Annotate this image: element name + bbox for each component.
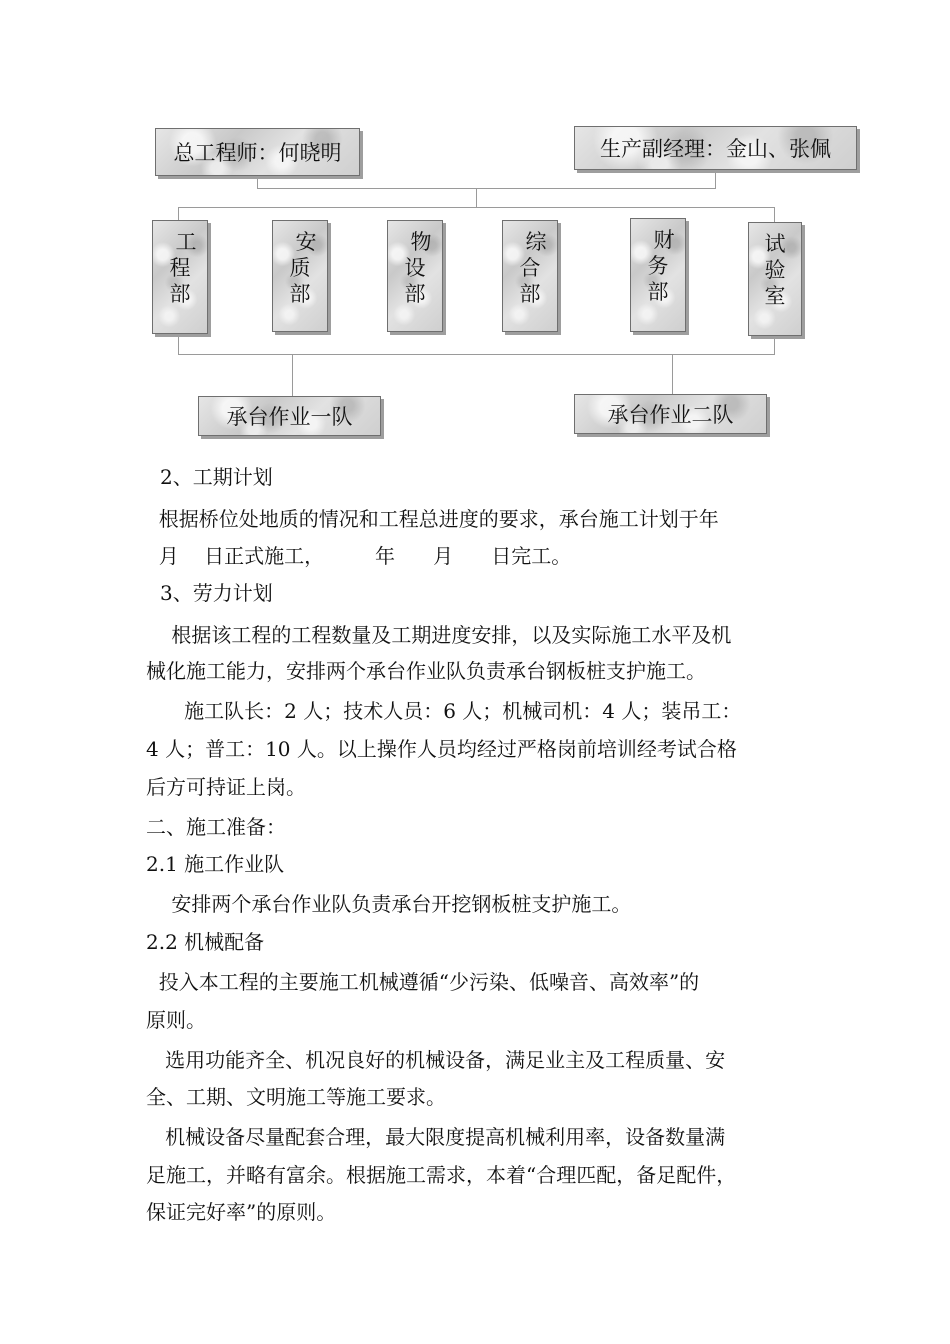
department-char: 综 bbox=[525, 230, 547, 254]
department-char: 部 bbox=[404, 282, 426, 306]
paragraph-line: 根据该工程的工程数量及工期进度安排，以及实际施工水平及机 bbox=[146, 623, 732, 647]
department-char: 务 bbox=[647, 254, 669, 278]
deputy-manager-label: 生产副经理：金山、张佩 bbox=[600, 137, 831, 161]
paragraph-line: 安排两个承台作业队负责承台开挖钢板桩支护施工。 bbox=[146, 892, 632, 916]
paragraph-line: 足施工，并略有富余。根据施工需求，本着“合理匹配，备足配件， bbox=[146, 1163, 737, 1187]
department-general-affairs bbox=[502, 220, 558, 332]
heading-preparation: 二、施工准备： bbox=[146, 815, 286, 839]
department-char: 质 bbox=[289, 256, 311, 280]
team-two-label: 承台作业二队 bbox=[607, 403, 734, 427]
connector-line bbox=[178, 207, 775, 208]
paragraph-line: 投入本工程的主要施工机械遵循“少污染、低噪音、高效率”的 bbox=[146, 970, 700, 994]
department-char: 验 bbox=[764, 258, 786, 282]
paragraph-line: 月 日正式施工， 年 月 日完工。 bbox=[146, 544, 572, 568]
paragraph-line: 4 人；普工：10 人。以上操作人员均经过严格岗前培训经考试合格 bbox=[146, 737, 737, 761]
department-char: 部 bbox=[289, 282, 311, 306]
paragraph-line: 根据桥位处地质的情况和工程总进度的要求，承台施工计划于年 bbox=[146, 507, 719, 531]
department-char: 安 bbox=[295, 230, 317, 254]
heading-schedule: 2、工期计划 bbox=[160, 465, 273, 489]
department-engineering bbox=[152, 220, 208, 334]
connector-line bbox=[257, 188, 716, 189]
department-char: 设 bbox=[404, 256, 426, 280]
department-char: 部 bbox=[647, 280, 669, 304]
department-char: 部 bbox=[519, 282, 541, 306]
department-char: 程 bbox=[169, 256, 191, 280]
heading-section-2-2: 2.2 机械配备 bbox=[146, 930, 265, 954]
chief-engineer-box bbox=[155, 128, 360, 176]
department-char: 物 bbox=[410, 230, 432, 254]
heading-section-2-1: 2.1 施工作业队 bbox=[146, 852, 285, 876]
paragraph-line: 原则。 bbox=[146, 1008, 206, 1032]
paragraph-line: 选用功能齐全、机况良好的机械设备，满足业主及工程质量、安 bbox=[146, 1048, 726, 1072]
connector-line bbox=[476, 188, 477, 208]
paragraph-line: 械化施工能力，安排两个承台作业队负责承台钢板桩支护施工。 bbox=[146, 659, 706, 683]
team-one-box bbox=[198, 396, 381, 436]
paragraph-line: 全、工期、文明施工等施工要求。 bbox=[146, 1085, 446, 1109]
department-materials-equipment bbox=[387, 220, 443, 332]
chief-engineer-label: 总工程师：何晓明 bbox=[173, 141, 342, 165]
department-char: 财 bbox=[653, 228, 675, 252]
connector-line bbox=[257, 176, 258, 188]
department-safety-quality bbox=[272, 220, 328, 332]
department-laboratory bbox=[748, 222, 802, 336]
paragraph-line: 保证完好率”的原则。 bbox=[146, 1200, 337, 1224]
department-char: 室 bbox=[764, 284, 786, 308]
connector-line bbox=[672, 354, 673, 394]
paragraph-line: 施工队长：2 人；技术人员：6 人；机械司机：4 人；装吊工： bbox=[146, 699, 742, 723]
paragraph-line: 后方可持证上岗。 bbox=[146, 775, 306, 799]
deputy-manager-box bbox=[574, 126, 857, 170]
department-char: 合 bbox=[519, 256, 541, 280]
connector-line bbox=[715, 170, 716, 188]
team-one-label: 承台作业一队 bbox=[226, 405, 353, 429]
department-char: 部 bbox=[169, 282, 191, 306]
connector-line bbox=[292, 354, 293, 396]
heading-labor: 3、劳力计划 bbox=[160, 581, 273, 605]
paragraph-line: 机械设备尽量配套合理，最大限度提高机械利用率，设备数量满 bbox=[146, 1125, 726, 1149]
department-finance bbox=[630, 218, 686, 332]
team-two-box bbox=[574, 394, 767, 434]
connector-line bbox=[178, 354, 775, 355]
department-char: 试 bbox=[764, 232, 786, 256]
department-char: 工 bbox=[175, 230, 197, 254]
